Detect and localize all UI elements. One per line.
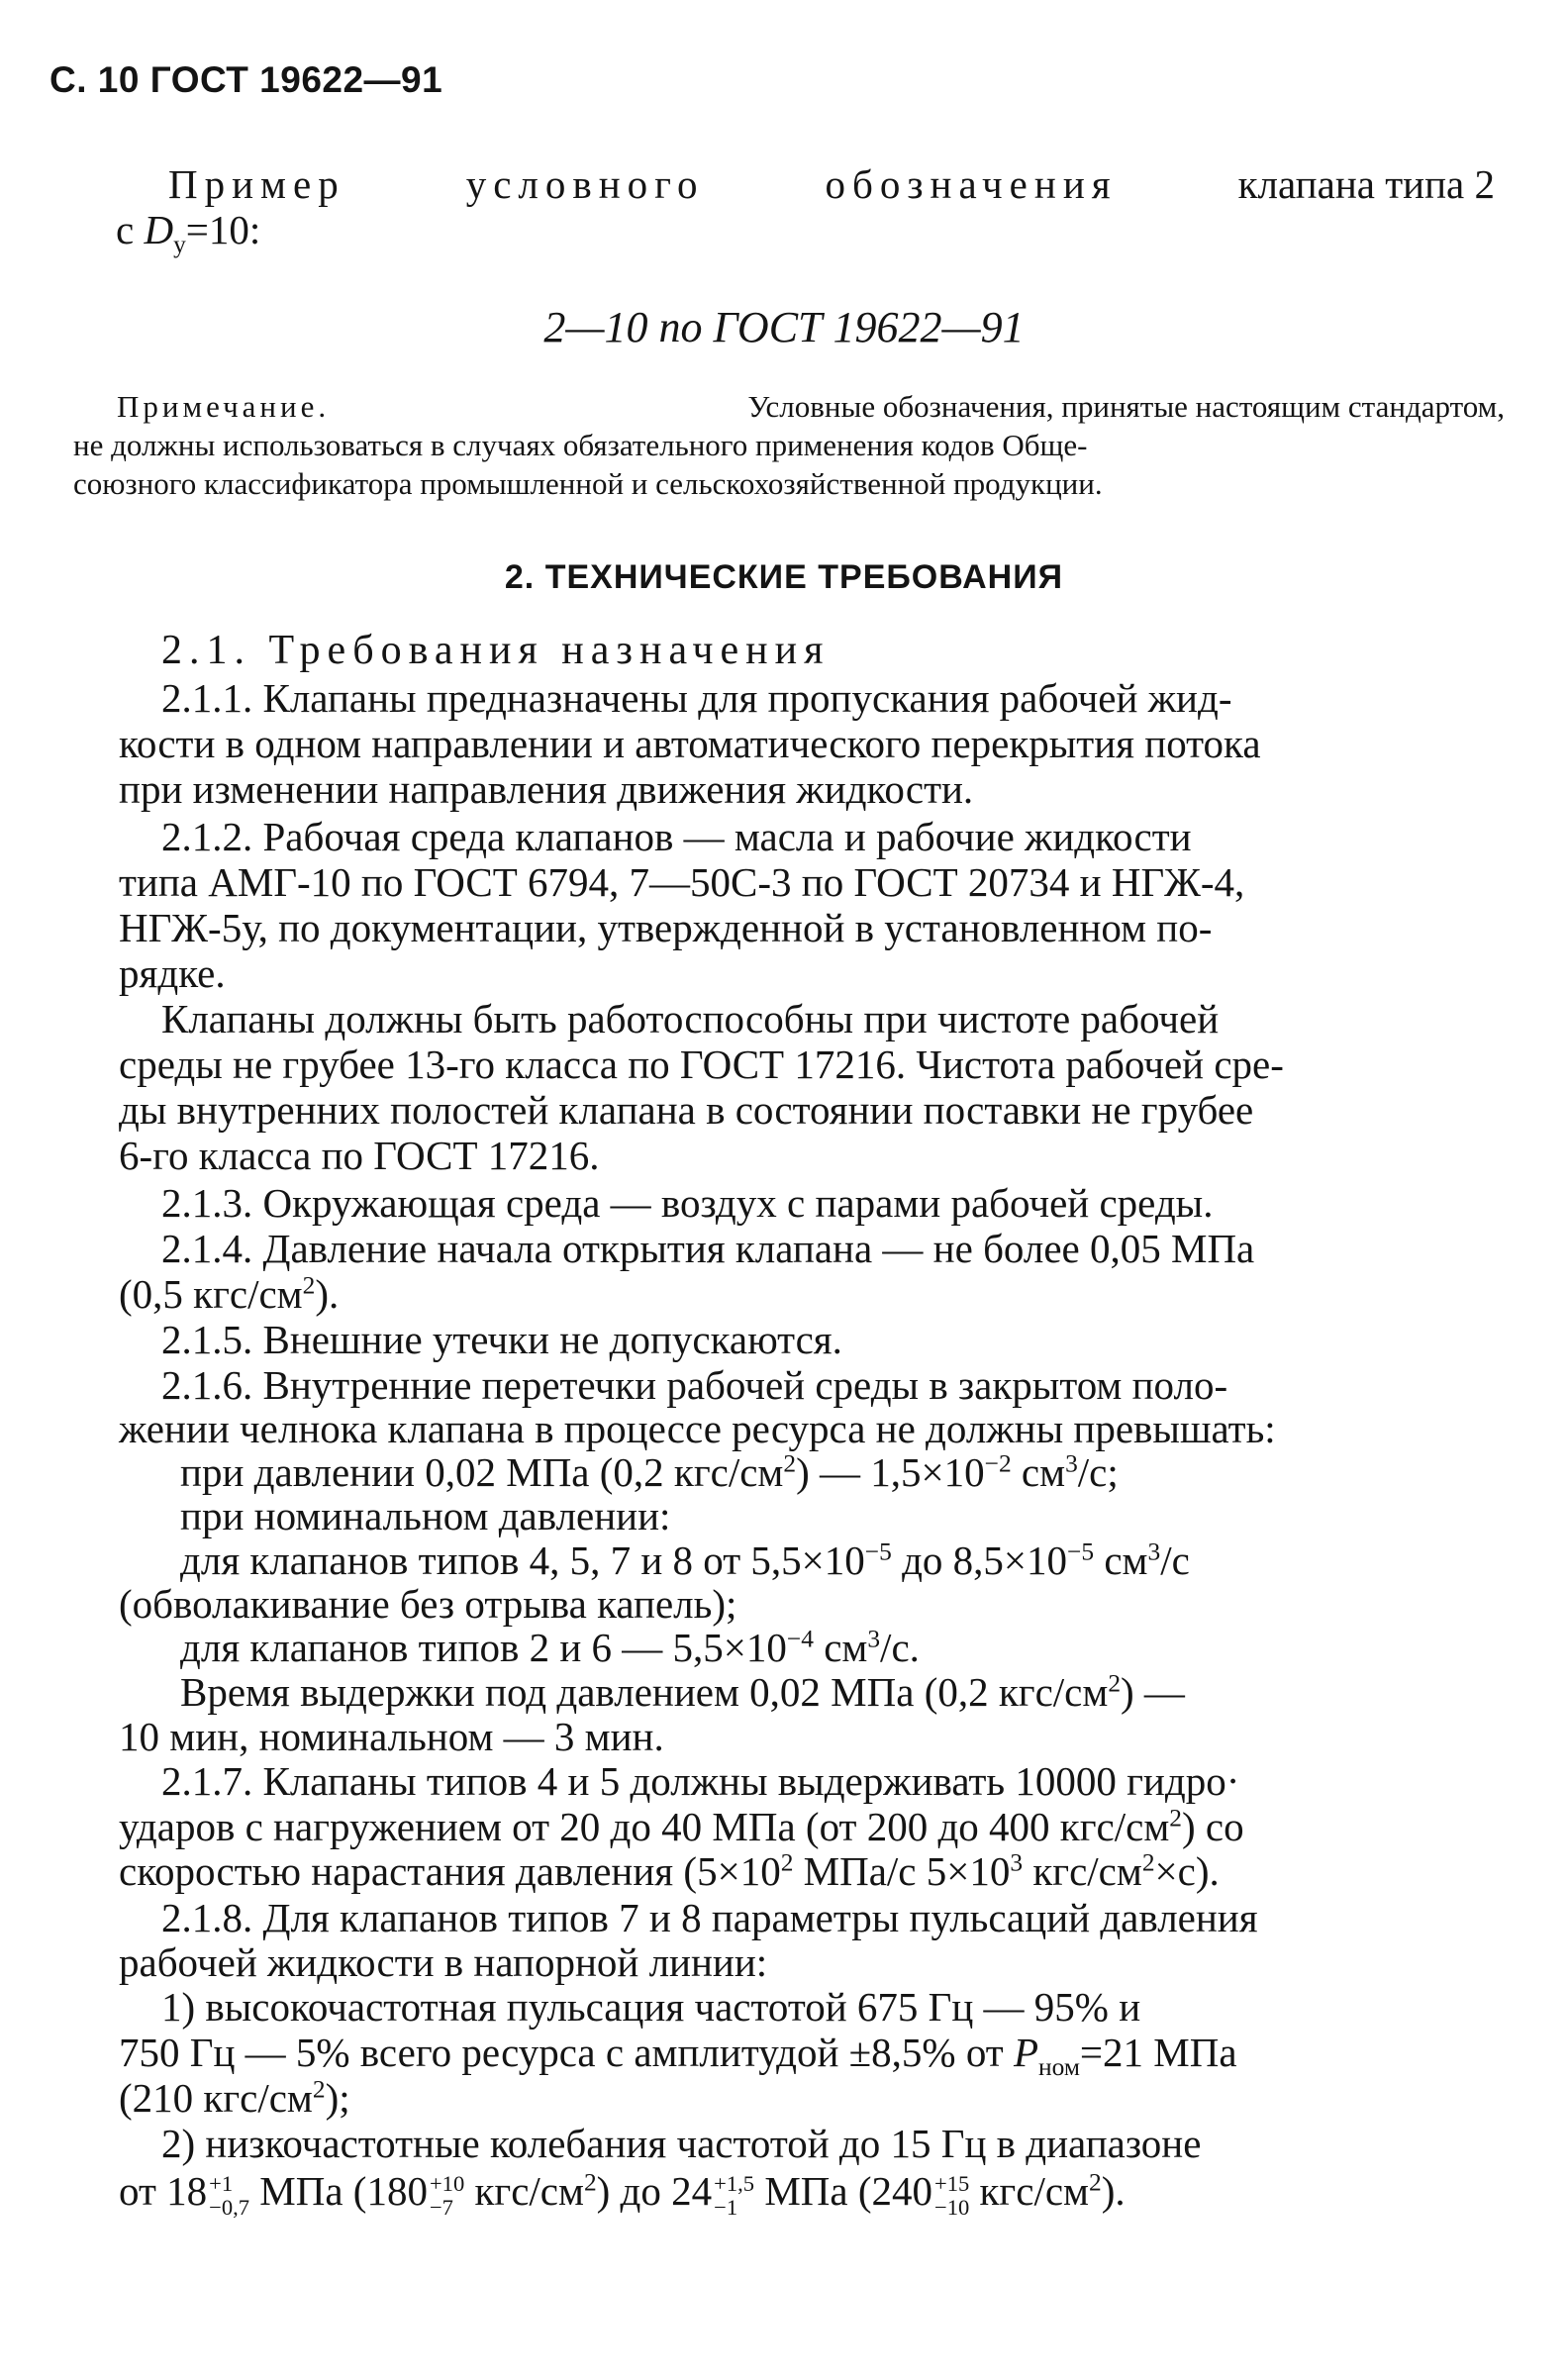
example-symbol: D bbox=[144, 207, 174, 252]
p218-line-7 bbox=[119, 2168, 1126, 2219]
p217-l3-a: скоростью нарастания давления (5×10 bbox=[119, 1848, 781, 1894]
example-line-2 bbox=[116, 207, 261, 259]
p216-line-3 bbox=[180, 1449, 1119, 1495]
p212-line-1: 2.1.2. Рабочая среда клапанов — масла и рабочие жидкости bbox=[161, 814, 1192, 859]
p218-l7-b: МПа (180 bbox=[249, 2168, 428, 2214]
p216-l5-sup3: 3 bbox=[1147, 1537, 1161, 1566]
p218-l7-sup1: 2 bbox=[583, 2168, 597, 2197]
p218-l5-sup: 2 bbox=[312, 2075, 326, 2104]
purity-line-3: ды внутренних полостей клапана в состоянии поставки не грубее bbox=[119, 1087, 1254, 1133]
tolerance-2-upper: +10 bbox=[429, 2170, 465, 2196]
example-designation: 2—10 по ГОСТ 19622—91 bbox=[543, 303, 1025, 351]
p216-l7-sup1: −4 bbox=[786, 1625, 814, 1653]
tolerance-3-upper: +1,5 bbox=[714, 2170, 755, 2196]
p214-line-1: 2.1.4. Давление начала открытия клапана — не более 0,05 МПа bbox=[161, 1226, 1255, 1271]
example-prefix: с bbox=[116, 207, 145, 252]
p215-line: 2.1.5. Внешние утечки не допускаются. bbox=[161, 1317, 842, 1362]
p216-line-7 bbox=[180, 1625, 920, 1670]
p216-l3-b: ) — 1,5×10 bbox=[796, 1449, 985, 1495]
p218-line-2: рабочей жидкости в напорной линии: bbox=[119, 1939, 768, 1985]
example-suffix: =10: bbox=[185, 207, 261, 252]
p216-l3-d: /с; bbox=[1077, 1449, 1119, 1495]
subsection-title: 2.1. Требования назначения bbox=[161, 628, 831, 673]
p216-l7-b: см bbox=[813, 1625, 868, 1670]
p216-l3-sup1: 2 bbox=[783, 1449, 797, 1478]
p216-l8-sup: 2 bbox=[1108, 1669, 1122, 1698]
p211-line-3: при изменении направления движения жидкости. bbox=[119, 766, 974, 812]
tolerance-2 bbox=[430, 2172, 464, 2219]
note-line-1 bbox=[117, 387, 1505, 426]
p216-line-5 bbox=[180, 1537, 1190, 1583]
note-label: Примечание. bbox=[117, 389, 331, 424]
p211-line-1: 2.1.1. Клапаны предназначены для пропускания рабочей жид- bbox=[161, 675, 1232, 721]
p218-l7-c: кгс/см bbox=[464, 2168, 584, 2214]
p216-l5-b: до 8,5×10 bbox=[891, 1537, 1068, 1583]
p216-l7-a: для клапанов типов 2 и 6 — 5,5×10 bbox=[180, 1625, 787, 1670]
p216-l3-a: при давлении 0,02 МПа (0,2 кгс/см bbox=[180, 1449, 784, 1495]
p218-line-1: 2.1.8. Для клапанов типов 7 и 8 параметры пульсаций давления bbox=[161, 1895, 1258, 1940]
p217-l3-d: ×с). bbox=[1154, 1848, 1220, 1894]
p216-line-4: при номинальном давлении: bbox=[180, 1493, 671, 1538]
tolerance-4-lower: −10 bbox=[934, 2194, 970, 2220]
example-word-2: условного bbox=[465, 161, 705, 207]
note-line-3-text: союзного классификатора промышленной и сельскохозяйственной продукции. bbox=[73, 466, 1103, 501]
tolerance-2-lower: −7 bbox=[429, 2194, 453, 2220]
p217-line-2 bbox=[119, 1804, 1244, 1849]
p218-line-3: 1) высокочастотная пульсация частотой 675 Гц — 95% и bbox=[161, 1984, 1141, 2030]
p216-line-9: 10 мин, номинальном — 3 мин. bbox=[119, 1714, 664, 1759]
p216-l7-c: /с. bbox=[880, 1625, 920, 1670]
p218-l7-f: кгс/см bbox=[969, 2168, 1089, 2214]
p216-l3-c: см bbox=[1011, 1449, 1066, 1495]
p218-line-4 bbox=[119, 2030, 1237, 2082]
p218-l7-sup2: 2 bbox=[1088, 2168, 1102, 2197]
example-word-3: обозначения bbox=[825, 161, 1118, 207]
note-line-3 bbox=[73, 464, 1505, 503]
example-word-1: Пример bbox=[168, 161, 345, 207]
p214-text-b: ). bbox=[315, 1271, 340, 1317]
section-title: 2. ТЕХНИЧЕСКИЕ ТРЕБОВАНИЯ bbox=[504, 558, 1064, 596]
p217-l3-sup3: 2 bbox=[1141, 1848, 1155, 1877]
p216-l5-d: /с bbox=[1160, 1537, 1190, 1583]
p211-line-2: кости в одном направлении и автоматического перекрытия потока bbox=[119, 721, 1261, 766]
p212-line-3: НГЖ-5у, по документации, утвержденной в установленном по- bbox=[119, 905, 1213, 950]
tolerance-1-upper: +1 bbox=[209, 2170, 234, 2196]
tolerance-3-lower: −1 bbox=[714, 2194, 738, 2220]
p216-l5-sup1: −5 bbox=[864, 1537, 892, 1566]
p216-l3-sup3: 3 bbox=[1065, 1449, 1078, 1478]
p217-line-3 bbox=[119, 1848, 1220, 1894]
p212-line-2: типа АМГ-10 по ГОСТ 6794, 7—50С-3 по ГОСТ 20734 и НГЖ-4, bbox=[119, 859, 1245, 905]
p217-l3-sup2: 3 bbox=[1010, 1848, 1024, 1877]
tolerance-3 bbox=[714, 2172, 754, 2219]
p218-l7-a: от 18 bbox=[119, 2168, 208, 2214]
p216-line-6: (обволакивание без отрыва капель); bbox=[119, 1581, 737, 1627]
page-header: С. 10 ГОСТ 19622—91 bbox=[49, 59, 443, 100]
p218-l5-b: ); bbox=[325, 2075, 350, 2121]
p218-line-6: 2) низкочастотные колебания частотой до 15 Гц в диапазоне bbox=[161, 2121, 1202, 2166]
p218-l7-d: ) до 24 bbox=[596, 2168, 713, 2214]
p213-line: 2.1.3. Окружающая среда — воздух с парами рабочей среды. bbox=[161, 1180, 1214, 1226]
tolerance-4 bbox=[934, 2172, 969, 2219]
p217-l3-b: МПа/с 5×10 bbox=[793, 1848, 1011, 1894]
purity-line-1: Клапаны должны быть работоспособны при чистоте рабочей bbox=[161, 996, 1220, 1041]
p218-l4-symbol: P bbox=[1013, 2030, 1038, 2075]
example-word-4: клапана типа 2 bbox=[1237, 161, 1495, 207]
example-line-1 bbox=[168, 161, 1495, 207]
p217-l2-sup: 2 bbox=[1169, 1804, 1182, 1833]
p216-l7-sup2: 3 bbox=[867, 1625, 881, 1653]
p216-line-1: 2.1.6. Внутренние перетечки рабочей среды в закрытом поло- bbox=[161, 1362, 1228, 1408]
p218-l7-g: ). bbox=[1101, 2168, 1126, 2214]
p216-l5-c: см bbox=[1094, 1537, 1148, 1583]
p218-l4-b: =21 МПа bbox=[1079, 2030, 1237, 2075]
note-line-2-text: не должны использоваться в случаях обязательного применения кодов Обще- bbox=[73, 428, 1088, 462]
purity-line-2: среды не грубее 13-го класса по ГОСТ 17216. Чистота рабочей сре- bbox=[119, 1041, 1284, 1087]
p214-sup: 2 bbox=[302, 1271, 316, 1300]
p214-text-a: (0,5 кгс/см bbox=[119, 1271, 303, 1317]
p216-l8-a: Время выдержки под давлением 0,02 МПа (0,2 кгс/см bbox=[180, 1669, 1109, 1715]
p216-l5-sup2: −5 bbox=[1067, 1537, 1095, 1566]
p212-line-4: рядке. bbox=[119, 950, 226, 996]
p218-l5-a: (210 кгс/см bbox=[119, 2075, 313, 2121]
p218-line-5 bbox=[119, 2075, 350, 2121]
tolerance-1-lower: −0,7 bbox=[209, 2194, 250, 2220]
example-sub: у bbox=[173, 231, 186, 259]
p217-l3-sup1: 2 bbox=[780, 1848, 794, 1877]
p216-l8-b: ) — bbox=[1121, 1669, 1185, 1715]
note-line-2 bbox=[73, 426, 1505, 464]
p216-line-8 bbox=[180, 1669, 1185, 1715]
p217-l2-a: ударов с нагружением от 20 до 40 МПа (от 200 до 400 кгс/см bbox=[119, 1804, 1170, 1849]
p217-line-1: 2.1.7. Клапаны типов 4 и 5 должны выдерживать 10000 гидро· bbox=[161, 1758, 1240, 1804]
tolerance-1 bbox=[209, 2172, 249, 2219]
purity-line-4: 6-го класса по ГОСТ 17216. bbox=[119, 1133, 600, 1178]
p216-l3-sup2: −2 bbox=[984, 1449, 1012, 1478]
p217-l2-b: ) со bbox=[1181, 1804, 1244, 1849]
note-line-1-text: Условные обозначения, принятые настоящим стандартом, bbox=[747, 389, 1505, 424]
p218-l4-a: 750 Гц — 5% всего ресурса с амплитудой ±8,5% от bbox=[119, 2030, 1014, 2075]
p218-l4-sub: ном bbox=[1038, 2053, 1080, 2082]
p216-l5-a: для клапанов типов 4, 5, 7 и 8 от 5,5×10 bbox=[180, 1537, 865, 1583]
p216-line-2: жении челнока клапана в процессе ресурса не должны превышать: bbox=[119, 1406, 1276, 1451]
p218-l7-e: МПа (240 bbox=[754, 2168, 932, 2214]
p217-l3-c: кгс/см bbox=[1023, 1848, 1142, 1894]
tolerance-4-upper: +15 bbox=[934, 2170, 970, 2196]
p214-line-2 bbox=[119, 1271, 339, 1317]
